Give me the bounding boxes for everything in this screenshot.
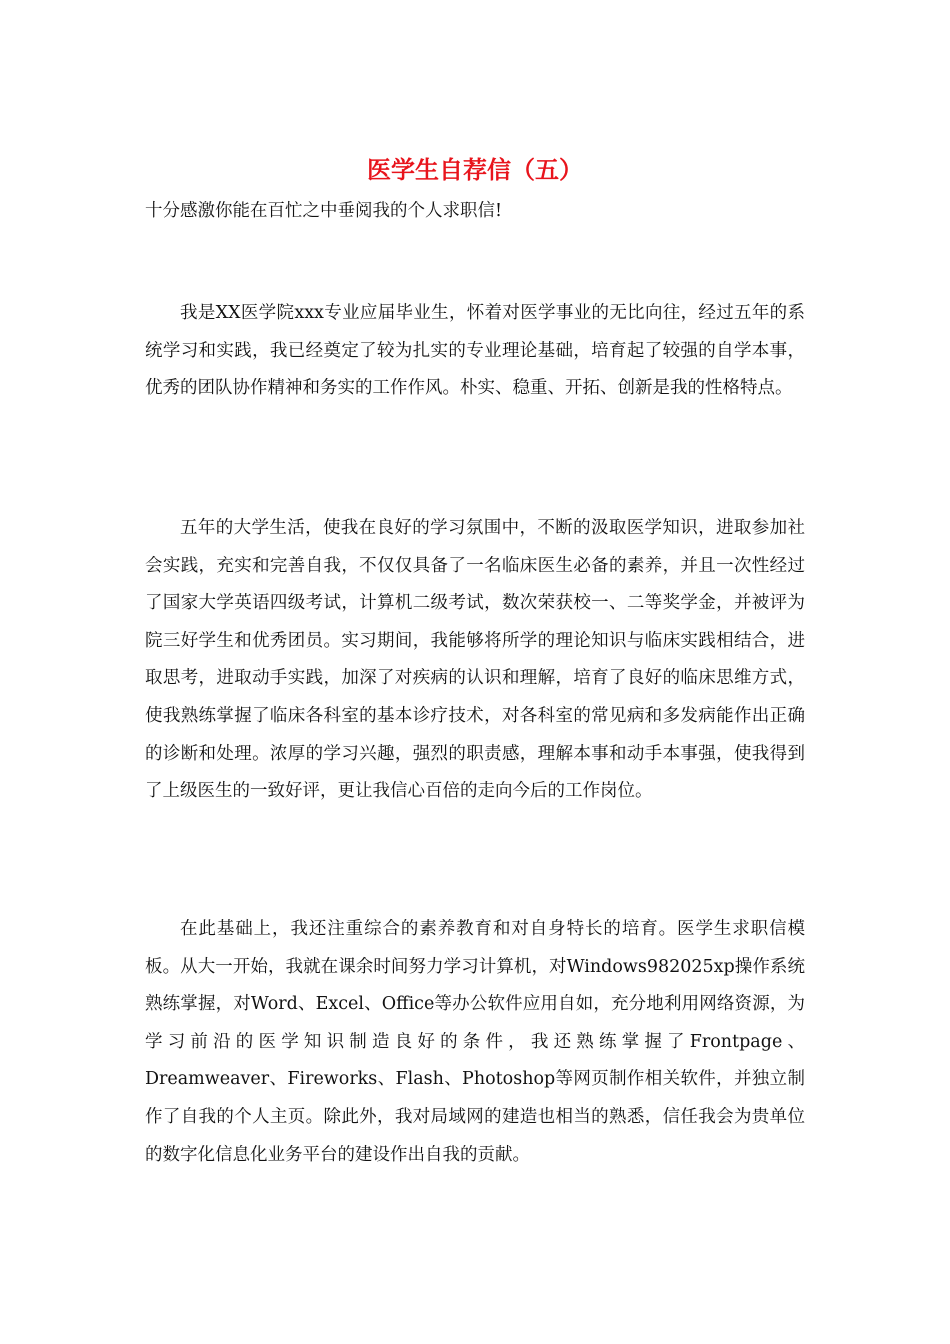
- paragraph-university-life: 五年的大学生活，使我在良好的学习氛围中，不断的汲取医学知识，进取参加社会实践，充实和完善自我，不仅仅具备了一名临床医生必备的素养，并且一次性经过了国家大学英语四级考试，计算机二级考试，数次荣获校一、二等奖学金，并被评为院三好学生和优秀团员。实习期间，我能够将所学的理论知识与临床实践相结合，进取思考，进取动手实践，加深了对疾病的认识和理解，培育了良好的临床思维方式，使我熟练掌握了临床各科室的基本诊疗技术，对各科室的常见病和多发病能作出正确的诊断和处理。浓厚的学习兴趣，强烈的职责感，理解本事和动手本事强，使我得到了上级医生的一致好评，更让我信心百倍的走向今后的工作岗位。: [145, 518, 805, 802]
- greeting-line: 十分感激你能在百忙之中垂阅我的个人求职信!: [145, 201, 503, 221]
- paragraph-computer-skills: 在此基础上，我还注重综合的素养教育和对自身特长的培育。医学生求职信模板。从大一开始，我就在课余时间努力学习计算机，对Windows982025xp操作系统熟练掌握，对Word、Excel、Office等办公软件应用自如，充分地利用网络资源，为学习前沿的医学知识制造良好的条件，我还熟练掌握了Frontpage、Dreamweaver、Fireworks、Flash、Photoshop等网页制作相关软件，并独立制作了自我的个人主页。除此外，我对局域网的建造也相当的熟悉，信任我会为贵单位的数字化信息化业务平台的建设作出自我的贡献。: [145, 919, 805, 1165]
- document-title: 医学生自荐信（五）: [367, 155, 583, 184]
- paragraph-intro: 我是XX医学院xxx专业应届毕业生，怀着对医学事业的无比向往，经过五年的系统学习和实践，我已经奠定了较为扎实的专业理论基础，培育起了较强的自学本事，优秀的团队协作精神和务实的工作作风。朴实、稳重、开拓、创新是我的性格特点。: [145, 303, 805, 399]
